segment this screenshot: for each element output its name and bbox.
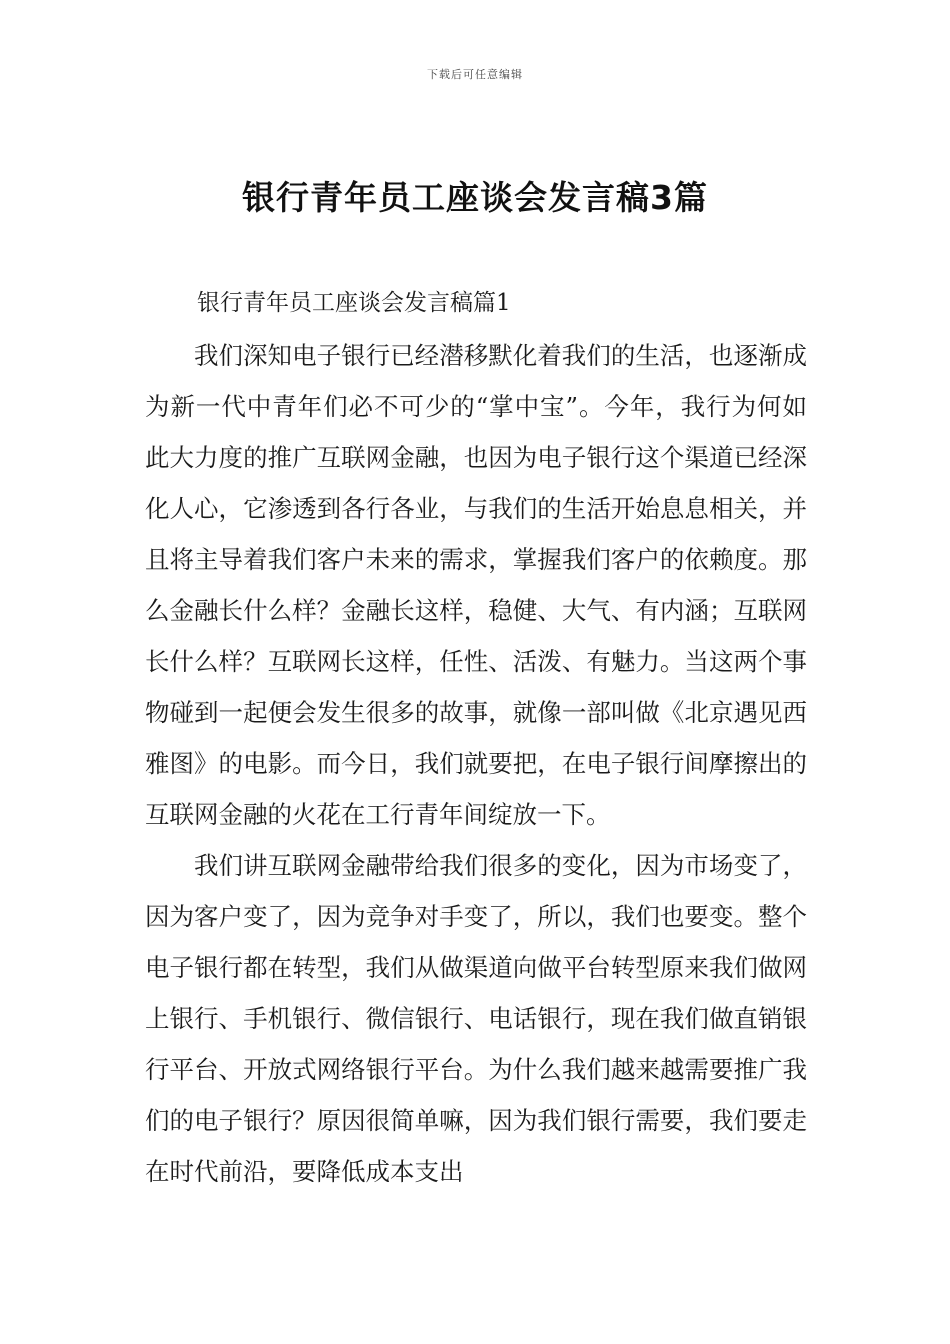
paragraph-1: 我们深知电子银行已经潜移默化着我们的生活，也逐渐成为新一代中青年们必不可少的“掌中宝”。今年，我行为何如此大力度的推广互联网金融，也因为电子银行这个渠道已经深化人心，它渗透到各行各业，与我们的生活开始息息相关，并且将主导着我们客户未来的需求，掌握我们客户的依赖度。那么金融长什么样？金融长这样，稳健、大气、有内涵；互联网长什么样？互联网长这样，任性、活泼、有魅力。当这两个事物碰到一起便会发生很多的故事，就像一部叫做《北京遇见西雅图》的电影。而今日，我们就要把，在电子银行间摩擦出的互联网金融的火花在工行青年间绽放一下。 <box>145 341 807 829</box>
paragraph-2: 我们讲互联网金融带给我们很多的变化，因为市场变了，因为客户变了，因为竞争对手变了，所以，我们也要变。整个电子银行都在转型，我们从做渠道向做平台转型原来我们做网上银行、手机银行、微信银行、电话银行，现在我们做直销银行平台、开放式网络银行平台。为什么我们越来越需要推广我们的电子银行？原因很简单嘛，因为我们银行需要，我们要走在时代前沿，要降低成本支出 <box>145 851 807 1186</box>
document-title: 银行青年员工座谈会发言稿3篇 <box>242 178 708 217</box>
header-note: 下载后可任意编辑 <box>427 68 523 81</box>
document-body <box>145 278 807 1197</box>
section-subtitle: 银行青年员工座谈会发言稿篇1 <box>197 290 511 316</box>
